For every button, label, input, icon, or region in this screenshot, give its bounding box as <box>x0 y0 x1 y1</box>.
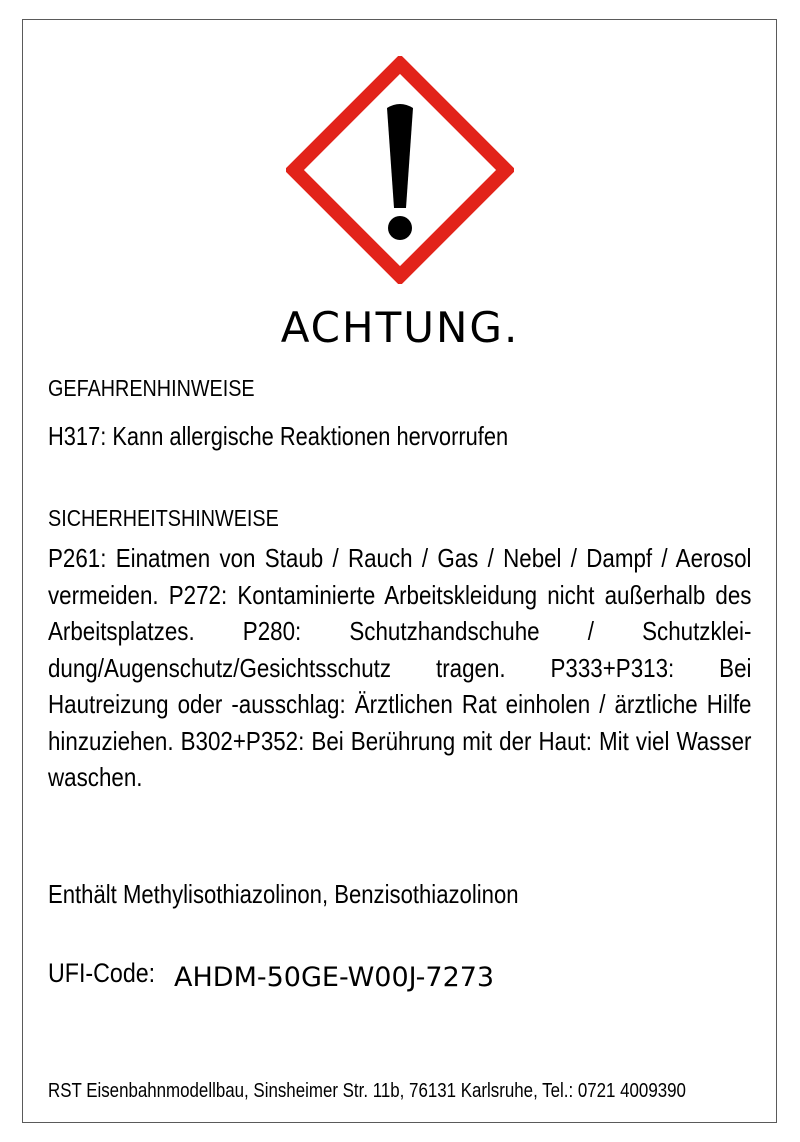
precaution-text: P261: Einatmen von Staub / Rauch / Gas / Nebel / Dampf / Aerosol vermeiden. P272: Kontaminierte Arbeitskleidung nicht außerhalb des Arbeitsplatzes. P280: Schutzhandschuhe / Schutzklei-dung/Augenschutz/Gesichtsschutz tragen. P333+P313: Bei Hautreizung oder -ausschlag: Ärztlichen Rat einholen / ärztliche Hilfe hinzuziehen. B302+P352: Bei Berührung mit der Haut: Mit viel Wasser waschen. <box>48 543 752 792</box>
exclamation-dot <box>388 216 412 240</box>
signal-word: ACHTUNG. <box>280 303 520 352</box>
ufi-label: UFI-Code: <box>48 958 156 988</box>
manufacturer-footer: RST Eisenbahnmodellbau, Sinsheimer Str. 11b, 76131 Karlsruhe, Tel.: 0721 4009390 <box>48 1080 686 1102</box>
exclamation-mark-diamond-icon <box>286 56 514 284</box>
hazard-heading: GEFAHRENHINWEISE <box>48 375 255 401</box>
ufi-value: AHDM-50GE-W00J-7273 <box>174 962 495 993</box>
contains-statement: Enthält Methylisothiazolinon, Benzisothiazolinon <box>48 879 519 909</box>
precaution-heading: SICHERHEITSHINWEISE <box>48 505 279 531</box>
ufi-row <box>48 958 495 998</box>
hazard-statement: H317: Kann allergische Reaktionen hervorrufen <box>48 421 509 451</box>
